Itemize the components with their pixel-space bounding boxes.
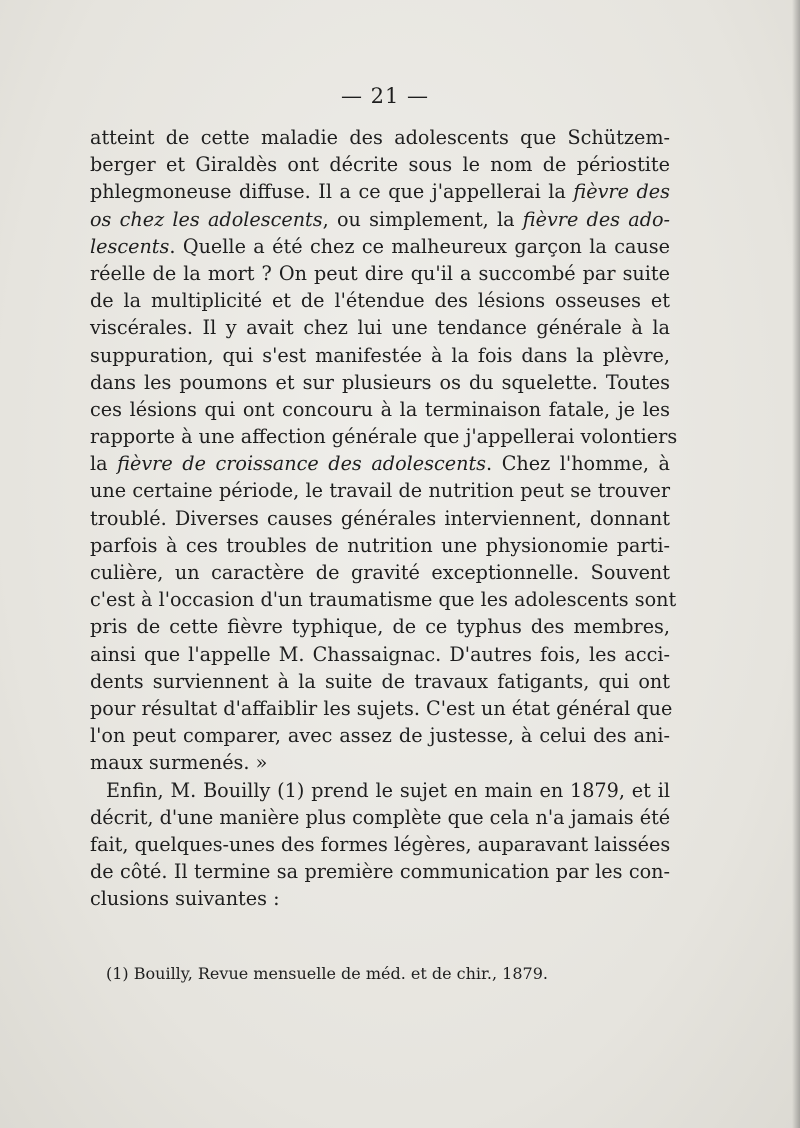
text-run: fait, quelques-unes des formes légères, auparavant laissées <box>90 832 671 856</box>
text-line <box>90 206 670 233</box>
text-line <box>90 586 677 613</box>
text-run: dents surviennent à la suite de travaux fatigants, qui ont <box>90 669 670 693</box>
text-line <box>90 124 670 151</box>
page-edge-shadow <box>792 0 800 1128</box>
text-run: l'on peut comparer, avec assez de justesse, à celui des ani- <box>90 724 670 748</box>
text-line <box>90 287 670 314</box>
text-run: de la multiplicité et de l'étendue des lésions osseuses et <box>90 289 670 313</box>
text-line <box>90 396 670 423</box>
text-run: troublé. Diverses causes générales interviennent, donnant <box>90 506 670 530</box>
text-run: , ou simplement, la <box>322 207 523 231</box>
footnote: (1) Bouilly, Revue mensuelle de méd. et de chir., 1879. <box>106 964 548 983</box>
text-run: rapporte à une affection générale que j'appellerai volontiers <box>90 425 678 449</box>
text-run: suppuration, qui s'est manifestée à la fois dans la plèvre, <box>90 343 670 367</box>
text-run: viscérales. Il y avait chez lui une tendance générale à la <box>90 316 670 340</box>
text-line <box>90 749 670 776</box>
italic-text: lescents <box>90 234 170 258</box>
text-run: dans les poumons et sur plusieurs os du squelette. Toutes <box>90 370 670 394</box>
text-run: ces lésions qui ont concouru à la terminaison fatale, je les <box>90 397 670 421</box>
text-line <box>90 559 670 586</box>
text-run: Enfin, M. Bouilly (1) prend le sujet en main en 1879, et il <box>106 778 670 802</box>
text-line <box>90 532 670 559</box>
text-line <box>90 641 670 668</box>
text-run: une certaine période, le travail de nutrition peut se trouver <box>90 479 670 503</box>
text-line <box>90 722 670 749</box>
italic-text: fièvre des ado- <box>522 207 671 231</box>
text-run: la <box>90 452 118 476</box>
text-line <box>90 450 670 477</box>
text-run: phlegmoneuse diffuse. Il a ce que j'appellerai la <box>90 180 574 204</box>
text-line <box>90 423 678 450</box>
text-line <box>90 613 670 640</box>
text-run: pris de cette fièvre typhique, de ce typhus des membres, <box>90 615 670 639</box>
text-line <box>90 151 670 178</box>
text-line <box>90 777 670 804</box>
text-run: c'est à l'occasion d'un traumatisme que les adolescents sont <box>90 588 677 612</box>
text-run: pour résultat d'affaiblir les sujets. C'est un état général que <box>90 696 673 720</box>
text-run: . Chez l'homme, à <box>486 452 670 476</box>
text-line <box>90 477 670 504</box>
text-run: maux surmenés. » <box>90 751 268 775</box>
text-run: parfois à ces troubles de nutrition une physionomie parti- <box>90 533 670 557</box>
text-line <box>90 804 670 831</box>
text-line <box>90 260 670 287</box>
text-run: décrit, d'une manière plus complète que cela n'a jamais été <box>90 805 671 829</box>
text-line <box>90 668 670 695</box>
text-line <box>90 178 670 205</box>
text-run: atteint de cette maladie des adolescents que Schützem- <box>90 126 670 149</box>
text-line <box>90 233 670 260</box>
italic-text: os chez les adolescents <box>90 207 323 231</box>
text-line <box>90 342 670 369</box>
text-line <box>90 858 670 885</box>
italic-text: fièvre de croissance des adolescents <box>117 452 486 476</box>
text-line <box>90 831 670 858</box>
text-run: de côté. Il termine sa première communication par les con- <box>90 860 670 884</box>
text-run: clusions suivantes : <box>90 887 280 911</box>
page-number: — 21 — <box>340 84 430 108</box>
text-line <box>90 505 670 532</box>
text-run: berger et Giraldès ont décrite sous le nom de périostite <box>90 153 670 177</box>
body-text <box>90 124 678 912</box>
text-run: ainsi que l'appelle M. Chassaignac. D'autres fois, les acci- <box>90 642 670 666</box>
text-run: culière, un caractère de gravité exceptionnelle. Souvent <box>90 561 670 584</box>
text-line <box>90 695 673 722</box>
text-run: . Quelle a été chez ce malheureux garçon la cause <box>169 234 670 258</box>
italic-text: fièvre des <box>573 180 670 204</box>
text-line <box>90 885 670 912</box>
text-line <box>90 314 670 341</box>
text-line <box>90 369 670 396</box>
text-run: réelle de la mort ? On peut dire qu'il a succombé par suite <box>90 261 670 285</box>
